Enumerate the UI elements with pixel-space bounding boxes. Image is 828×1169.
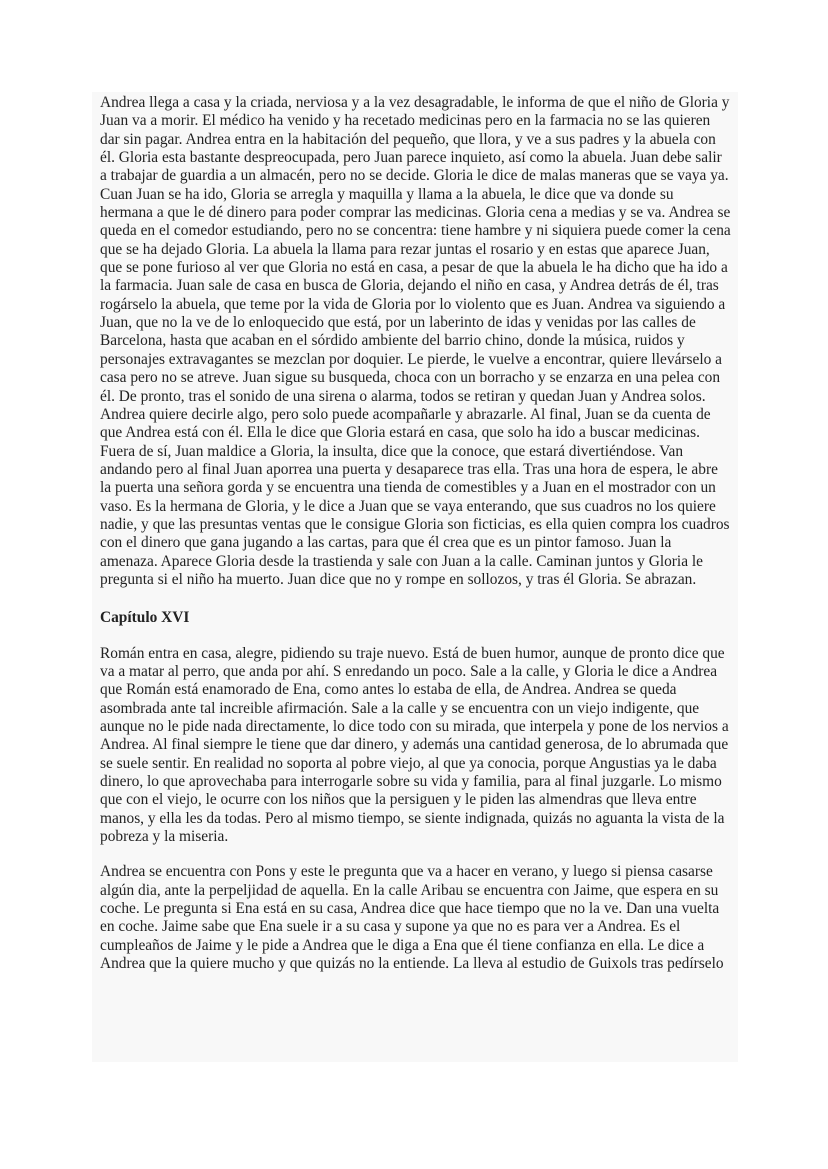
text-line: se suele sentir. En realidad no soporta al pobre viejo, al que ya conocia, porque Angustias ya le daba [100,754,717,772]
text-line: personajes extravagantes se mezclan por doquier. Le pierde, le vuelve a encontrar, quiere llevárselo a [100,350,722,368]
text-line: Juan, que no la ve de lo enloquecido que está, por un laberinto de idas y venidas por las calles de [100,314,696,332]
text-line: la farmacia. Juan sale de casa en busca de Gloria, dejando el niño en casa, y Andrea detrás de él, tras [100,277,719,295]
text-line: hermana a que le dé dinero para poder comprar las medicinas. Gloria cena a medias y se va. Andrea se [100,204,731,222]
text-line: en coche. Jaime sabe que Ena suele ir a su casa y supone ya que no es para ver a Andrea. Es el [100,918,681,936]
text-line: algún dia, ante la perpeljidad de aquella. En la calle Aribau se encuentra con Jaime, que espera en su [100,881,719,899]
text-line: vaso. Es la hermana de Gloria, y le dice a Juan que se vaya enterando, que sus cuadros no los quiere [100,497,716,515]
text-line: queda en el comedor estudiando, pero no se concentra: tiene hambre y ni siquiera puede comer la cena [100,222,731,240]
text-line: amenaza. Aparece Gloria desde la trastienda y sale con Juan a la calle. Caminan juntos y Gloria le [100,552,703,570]
text-line: Cuan Juan se ha ido, Gloria se arregla y maquilla y llama a la abuela, le dice que va donde su [100,185,674,203]
text-line: con el dinero que gana jugando a las cartas, para que él crea que es un pintor famoso. Juan la [100,534,672,552]
text-line: nadie, y que las presuntas ventas que le consigue Gloria son ficticias, es ella quien compra los cuadros [100,515,730,533]
text-line: dar sin pagar. Andrea entra en la habitación del pequeño, que llora, y ve a sus padres y la abuela con [100,130,716,148]
text-line: Fuera de sí, Juan maldice a Gloria, la insulta, dice que la conoce, que estará divertiéndose. Van [100,442,684,460]
text-line: Andrea. Al final siempre le tiene que dar dinero, y además una cantidad generosa, de lo abrumada que [100,736,729,754]
text-line: Andrea se encuentra con Pons y este le pregunta que va a hacer en verano, y luego si piensa casarse [100,863,713,881]
text-line: pobreza y la miseria. [100,828,229,846]
text-line: él. De pronto, tras el sonido de una sirena o alarma, todos se retiran y quedan Juan y Andrea solos. [100,387,706,405]
text-line: a trabajar de guardia a un almacén, pero no se decide. Gloria le dice de malas maneras que se vaya ya. [100,167,729,185]
text-line: rogárselo la abuela, que teme por la vida de Gloria por lo violento que es Juan. Andrea va siguiendo a [100,295,726,313]
text-line: él. Gloria esta bastante despreocupada, pero Juan parece inquieto, así como la abuela. Juan debe salir [100,149,722,167]
text-line: casa pero no se atreve. Juan sigue su busqueda, choca con un borracho y se enzarza en una pelea con [100,369,721,387]
text-line: que se pone furioso al ver que Gloria no está en casa, a pesar de que la abuela le ha dicho que ha ido a [100,259,728,277]
text-line: Andrea quiere decirle algo, pero solo puede acompañarle y abrazarle. Al final, Juan se da cuenta de [100,405,711,423]
text-line: va a matar al perro, que anda por ahí. S enredando un poco. Sale a la calle, y Gloria le dice a Andrea [100,662,718,680]
text-line: que se ha dejado Gloria. La abuela la llama para rezar juntas el rosario y en estas que aparece Juan, [100,240,710,258]
text-line: la puerta una señora gorda y se encuentra una tienda de comestibles y a Juan en el mostrador con un [100,479,716,497]
text-line: coche. Le pregunta si Ena está en su casa, Andrea dice que hace tiempo que no la ve. Dan una vuelta [100,900,720,918]
text-line: que Román está enamorado de Ena, como antes lo estaba de ella, de Andrea. Andrea se queda [100,681,677,699]
document-body [100,94,740,973]
text-line: andando pero al final Juan aporrea una puerta y desaparece tras ella. Tras una hora de espera, le abre [100,460,718,478]
paragraph-pons-jaime [100,863,740,973]
text-line: dinero, lo que aprovechaba para interrogarle sobre su vida y familia, para al final juzgarle. Lo mismo [100,773,722,791]
text-line: Román entra en casa, alegre, pidiendo su traje nuevo. Está de buen humor, aunque de pronto dice que [100,644,725,662]
chapter-heading: Capítulo XVI [100,609,190,627]
paragraph-roman [100,645,740,847]
text-line: Andrea llega a casa y la criada, nerviosa y a la vez desagradable, le informa de que el niño de Gloria y [100,94,730,111]
text-line: cumpleaños de Jaime y le pide a Andrea que le diga a Ena que él tiene confianza en ella. Le dice a [100,936,705,954]
paragraph-juan-gloria [100,94,740,589]
text-line: que Andrea está con él. Ella le dice que Gloria estará en casa, que solo ha ido a buscar medicinas. [100,424,700,442]
text-line: Barcelona, hasta que acaban en el sórdido ambiente del barrio chino, donde la música, ruidos y [100,332,685,350]
text-line: que con el viejo, le ocurre con los niños que la persiguen y le piden las almendras que lleva entre [100,791,697,809]
text-line: asombrada ante tal increible afirmación. Sale a la calle y se encuentra con un viejo indigente, que [100,699,700,717]
text-line: Juan va a morir. El médico ha venido y ha recetado medicinas pero en la farmacia no se las quieren [100,112,711,130]
text-line: pregunta si el niño ha muerto. Juan dice que no y rompe en sollozos, y tras él Gloria. Se abrazan. [100,570,697,588]
text-line: aunque no le pide nada directamente, lo dice todo con su mirada, que interpela y pone de los nervios a [100,718,729,735]
text-line: Andrea que la quiere mucho y que quizás no la entiende. La lleva al estudio de Guixols tras pedírselo [100,955,724,973]
text-line: manos, y ella les da todas. Pero al mismo tiempo, se siente indignada, quizás no aguanta la vista de la [100,809,725,827]
